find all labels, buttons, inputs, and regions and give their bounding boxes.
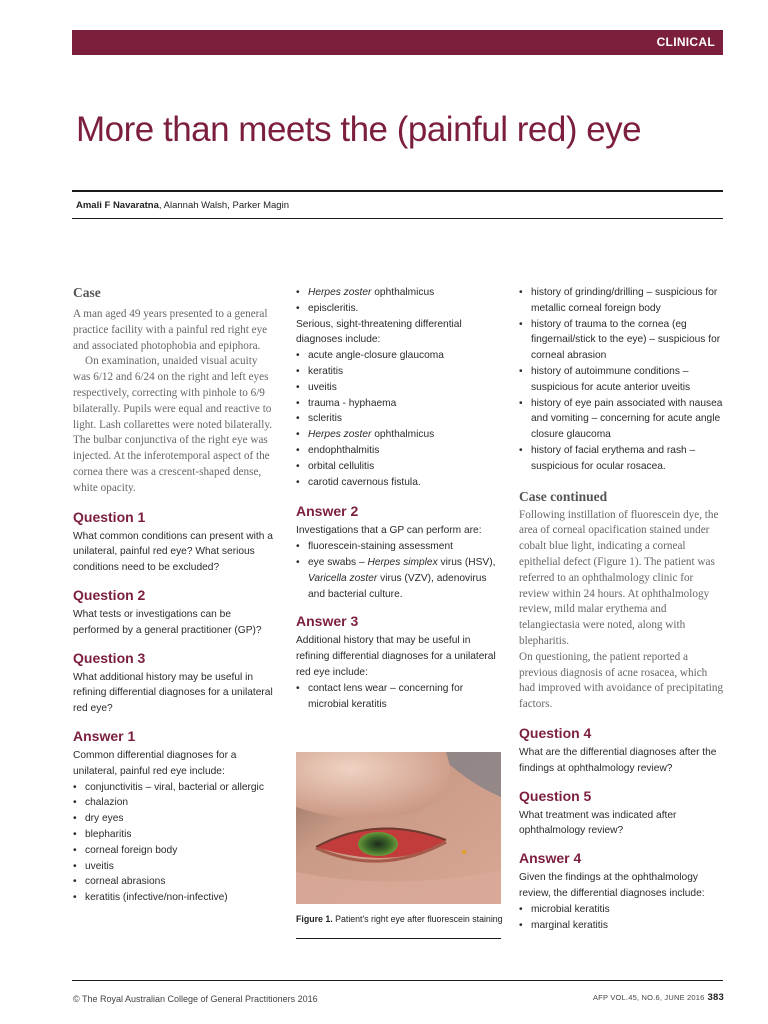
list-item: • chalazion — [73, 795, 273, 811]
page-number: 383 — [707, 992, 724, 1003]
journal-info — [593, 992, 724, 1003]
question-2-heading: Question 2 — [73, 586, 146, 603]
list-item-text: virus (HSV), — [437, 556, 496, 568]
list-item: • history of grinding/drilling – suspicious for metallic corneal foreign body — [519, 285, 724, 317]
list-item: • fluorescein-staining assessment — [296, 539, 501, 555]
caption-divider — [296, 938, 501, 939]
italic-term: Herpes zoster — [308, 429, 372, 441]
case-paragraph: A man aged 49 years presented to a general practice facility with a painful red right eye and associated photophobia and epiphora. — [73, 308, 268, 352]
question-3-heading: Question 3 — [73, 649, 146, 666]
question-5-heading: Question 5 — [519, 787, 592, 804]
question-4-heading: Question 4 — [519, 724, 592, 741]
serious-intro: Serious, sight-threatening differential diagnoses include: — [296, 318, 462, 346]
continued-list — [296, 285, 501, 317]
list-item — [296, 285, 501, 301]
list-item-text: eye swabs – — [308, 556, 368, 568]
list-item: • keratitis (infective/non-infective) — [73, 890, 273, 906]
question-1-text: What common conditions can present with a unilateral, painful red eye? What serious conditions need to be excluded? — [73, 530, 273, 574]
list-item: • endophthalmitis — [296, 443, 501, 459]
question-3-text: What additional history may be useful in refining differential diagnoses for a unilateral red eye? — [73, 671, 273, 715]
author-divider — [72, 218, 723, 219]
copyright-notice: © The Royal Australian College of General Practitioners 2016 — [73, 994, 318, 1004]
question-2-text: What tests or investigations can be performed by a general practitioner (GP)? — [73, 608, 262, 636]
list-item — [296, 555, 501, 602]
figure-label: Figure 1. — [296, 914, 333, 924]
answer-3-heading: Answer 3 — [296, 613, 359, 630]
author-line — [76, 200, 289, 211]
list-item: • history of autoimmune conditions – suspicious for acute anterior uveitis — [519, 364, 724, 396]
list-item: • corneal abrasions — [73, 874, 273, 890]
list-item: • keratitis — [296, 364, 501, 380]
answer-4-heading: Answer 4 — [519, 850, 582, 867]
list-item: • dry eyes — [73, 811, 273, 827]
section-banner — [72, 30, 723, 55]
history-list — [519, 285, 724, 475]
list-item: • history of trauma to the cornea (eg fingernail/stick to the eye) – suspicious for corneal abrasion — [519, 317, 724, 364]
case-paragraph: On examination, unaided visual acuity was 6/12 and 6/24 on the right and left eyes respectively, correcting with pinhole to 6/9 bilaterally. Pupils were equal and reactive to light. Lash collarettes were noted bilaterally. The bulbar conjunctiva of the right eye was injected. At the inferotemporal aspect of the cornea there was a crescent-shaped dense, white opacity. — [73, 355, 273, 494]
answer-1-list — [73, 780, 273, 906]
journal-citation: AFP VOL.45, NO.6, JUNE 2016 — [592, 993, 705, 1002]
column-2 — [296, 285, 501, 712]
list-item: • contact lens wear – concerning for microbial keratitis — [296, 681, 501, 713]
case-continued-paragraph: On questioning, the patient reported a previous diagnosis of acne rosacea, which had improved with avoidance of precipitating factors. — [519, 650, 724, 711]
list-item: • conjunctivitis – viral, bacterial or allergic — [73, 780, 273, 796]
answer-1-heading: Answer 1 — [73, 727, 136, 744]
italic-term: Herpes simplex — [367, 556, 438, 568]
list-item: • uveitis — [73, 859, 273, 875]
figure-caption — [296, 914, 506, 924]
lead-author: Amali F Navaratna — [76, 200, 159, 211]
answer-1-intro: Common differential diagnoses for a unilateral, painful red eye include: — [73, 749, 237, 777]
list-item-text: ophthalmicus — [371, 287, 435, 298]
list-item: • trauma - hyphaema — [296, 396, 501, 412]
question-5-text: What treatment was indicated after ophthalmology review? — [519, 809, 677, 837]
answer-4-intro: Given the findings at the ophthalmology review, the differential diagnoses include: — [519, 872, 705, 899]
answer-4-list — [519, 902, 724, 934]
section-label: CLINICAL — [656, 35, 715, 49]
answer-2-list — [296, 539, 501, 602]
eye-photo-illustration — [296, 752, 501, 904]
list-item-text: ophthalmicus — [371, 429, 435, 441]
case-continued-heading: Case continued — [519, 488, 608, 504]
list-item: • marginal keratitis — [519, 918, 724, 934]
list-item: • uveitis — [296, 380, 501, 396]
list-item: • episcleritis. — [296, 301, 501, 317]
italic-term: Varicella zoster — [308, 572, 378, 584]
italic-term: Herpes zoster — [308, 287, 372, 298]
title-divider — [72, 190, 723, 192]
question-1-heading: Question 1 — [73, 508, 146, 525]
case-continued-paragraph: Following instillation of fluorescein dye, the area of corneal opacification stained under cobalt blue light, indicating a corneal epithelial defect (Figure 1). The patient was referred to an ophthalmology clinic for review within 24 hours. At ophthalmology review, mild malar erythema and telangiectasia were noted, along with blepharitis. — [519, 508, 719, 647]
answer-2-heading: Answer 2 — [296, 503, 359, 520]
list-item: • scleritis — [296, 411, 501, 427]
figure-caption-text: Patient's right eye after fluorescein staining — [332, 914, 503, 924]
footer-divider — [72, 980, 723, 981]
list-item: • orbital cellulitis — [296, 459, 501, 475]
list-item: • acute angle-closure glaucoma — [296, 348, 501, 364]
column-1 — [73, 285, 273, 906]
list-item-text: virus (VZV), adenovirus and bacterial culture. — [308, 572, 487, 600]
list-item: • microbial keratitis — [519, 902, 724, 918]
list-item: • history of facial erythema and rash – suspicious for ocular rosacea. — [519, 443, 724, 475]
answer-3-list — [296, 681, 501, 713]
question-4-text: What are the differential diagnoses after the findings at ophthalmology review? — [519, 746, 717, 774]
list-item: • carotid cavernous fistula. — [296, 475, 501, 491]
case-heading: Case — [73, 285, 101, 300]
co-authors: , Alannah Walsh, Parker Magin — [158, 200, 289, 211]
answer-2-intro: Investigations that a GP can perform are: — [296, 525, 482, 537]
list-item — [296, 427, 501, 443]
list-item: • corneal foreign body — [73, 843, 273, 859]
list-item: • history of eye pain associated with nausea and vomiting – concerning for acute angle closure glaucoma — [519, 396, 724, 443]
answer-3-intro: Additional history that may be useful in refining differential diagnoses for a unilateral red eye include: — [296, 635, 496, 678]
figure-1-image — [296, 752, 501, 904]
list-item: • blepharitis — [73, 827, 273, 843]
column-3 — [519, 285, 724, 933]
article-title: More than meets the (painful red) eye — [76, 110, 642, 149]
serious-list — [296, 348, 501, 490]
